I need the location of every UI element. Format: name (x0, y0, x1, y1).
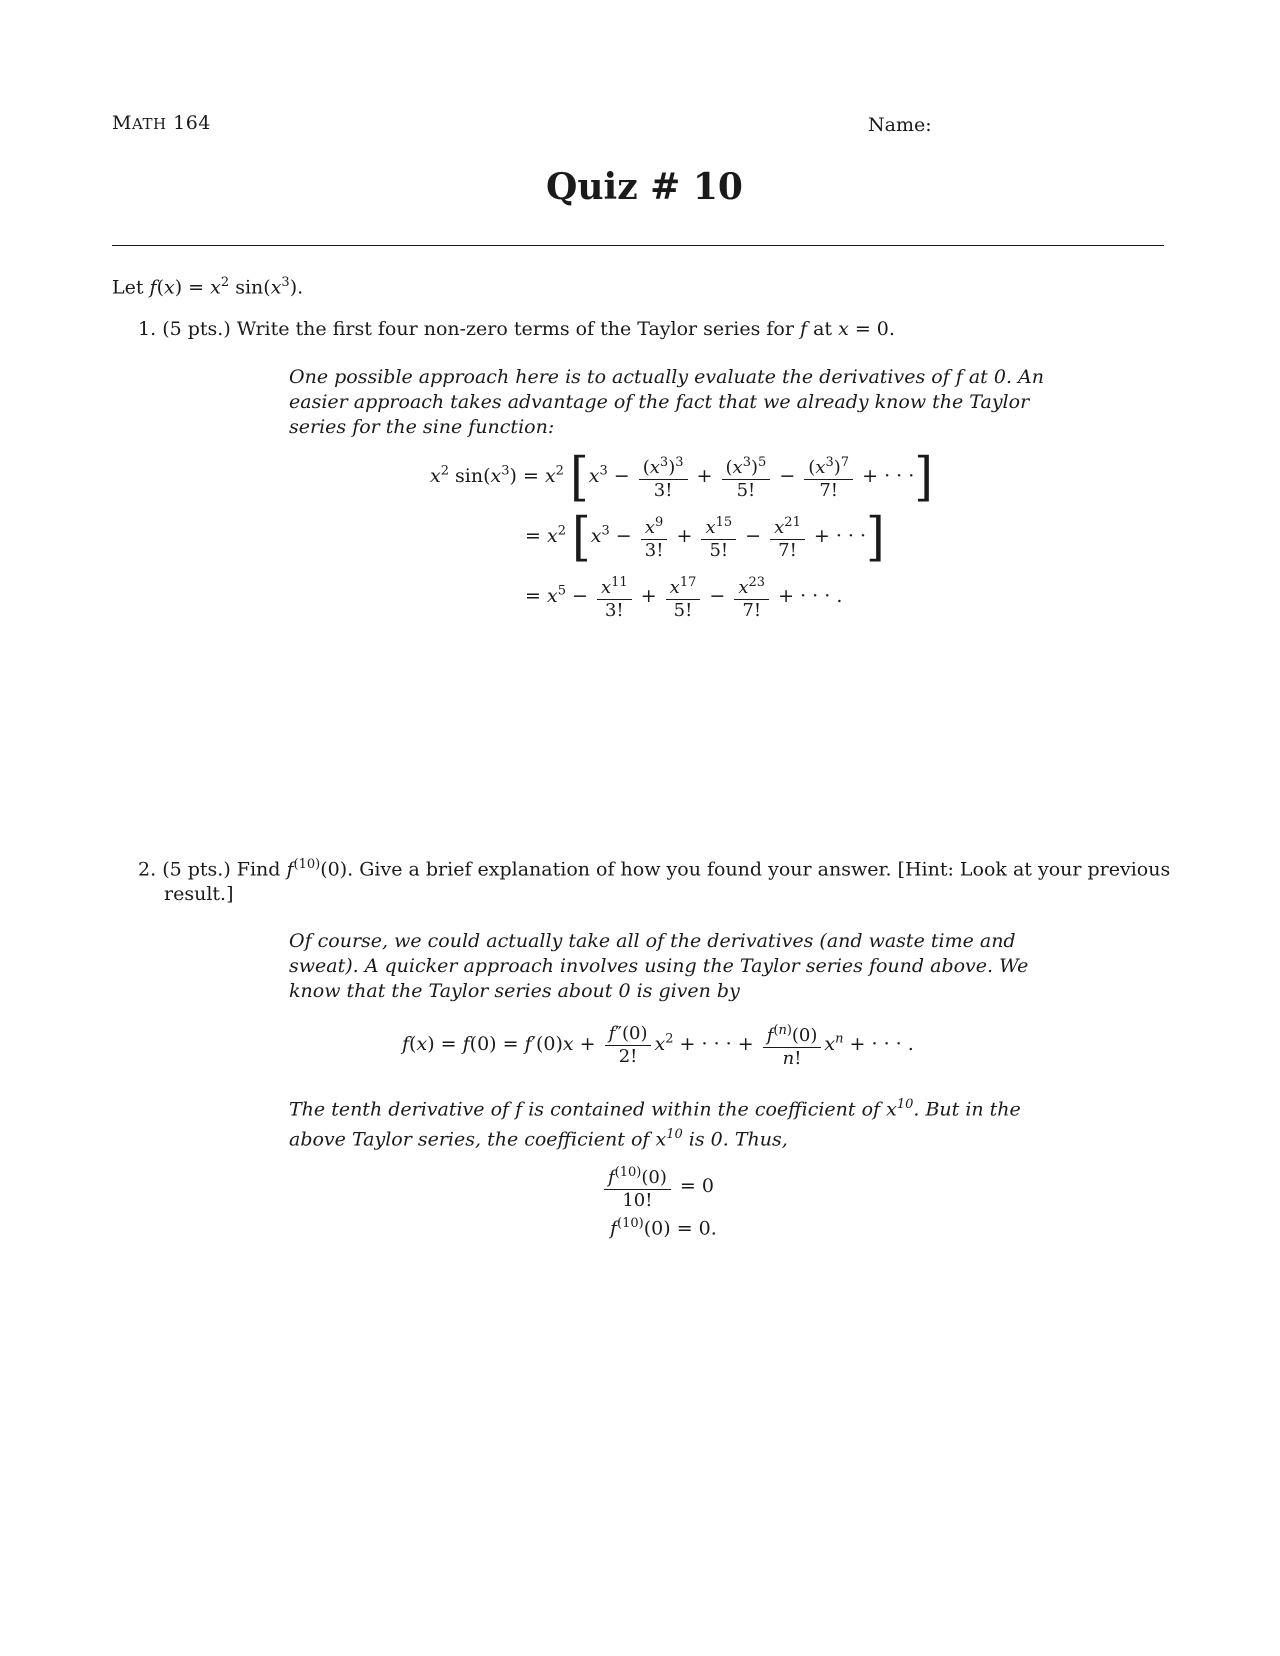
header-rule (112, 245, 1164, 246)
final-result-line-2: $f^{(10)}(0) = 0$. (610, 1216, 717, 1240)
answer-2-text-2: The tenth derivative of f is contained within the coefficient of $x^{10}$. But in the above Taylor series, the coefficient of $x^{10}$ is 0. Thus, (289, 1097, 1021, 1151)
question-1: 1. (5 pts.) Write the first four non-zero terms of the Taylor series for f at x = 0. (138, 318, 895, 340)
page-title: Quiz # 10 (546, 166, 743, 208)
answer-1-text: One possible approach here is to actually evaluate the derivatives of f at 0. An easier approach takes advantage of the fact that we already know the Taylor series for the sine function: (289, 366, 1044, 438)
taylor-equation-line-3: = $x^5$ − $\frac{x^{11}}{3!}$ + $\frac{x^{17}}{5!}$ − $\frac{x^{23}}{7!}$ + · · · . (525, 572, 842, 622)
taylor-equation-line-2: = $x^2$ [$x^3$ − $\frac{x^9}{3!}$ + $\frac{x^{15}}{5!}$ − $\frac{x^{21}}{7!}$ + · · ·] (525, 506, 885, 568)
name-label: Name: (868, 114, 932, 136)
taylor-general-formula: f(x) = f(0) = f′(0)x + $\frac{f''(0)}{2!}$ $x^2$ + · · · + $\frac{f^{(n)}(0)}{n!}$ $x^n$ + · · · . (402, 1020, 914, 1070)
taylor-equation-line-1: $x^2$ $\sin(x^3) = x^2$ [$x^3$ − $\frac{(x^3)^3}{3!}$ + $\frac{(x^3)^5}{5!}$ − $\frac{(x^3)^7}{7!}$ + · · ·] (430, 446, 934, 508)
intro-definition: Let $f(x) = x^2$ $\sin(x^3)$. (112, 275, 304, 299)
course-label: MATH 164 (112, 112, 211, 134)
question-2: 2. (5 pts.) Find $f^{(10)}(0)$. Give a brief explanation of how you found your answer. [Hint: Look at your previous result.] (138, 857, 1171, 906)
answer-2-text-1: Of course, we could actually take all of the derivatives (and waste time and sweat). A quicker approach involves using the Taylor series found above. We know that the Taylor series about 0 is given by (289, 930, 1029, 1002)
final-result-line-1: $\frac{f^{(10)}(0)}{10!}$ = 0 (604, 1162, 714, 1212)
